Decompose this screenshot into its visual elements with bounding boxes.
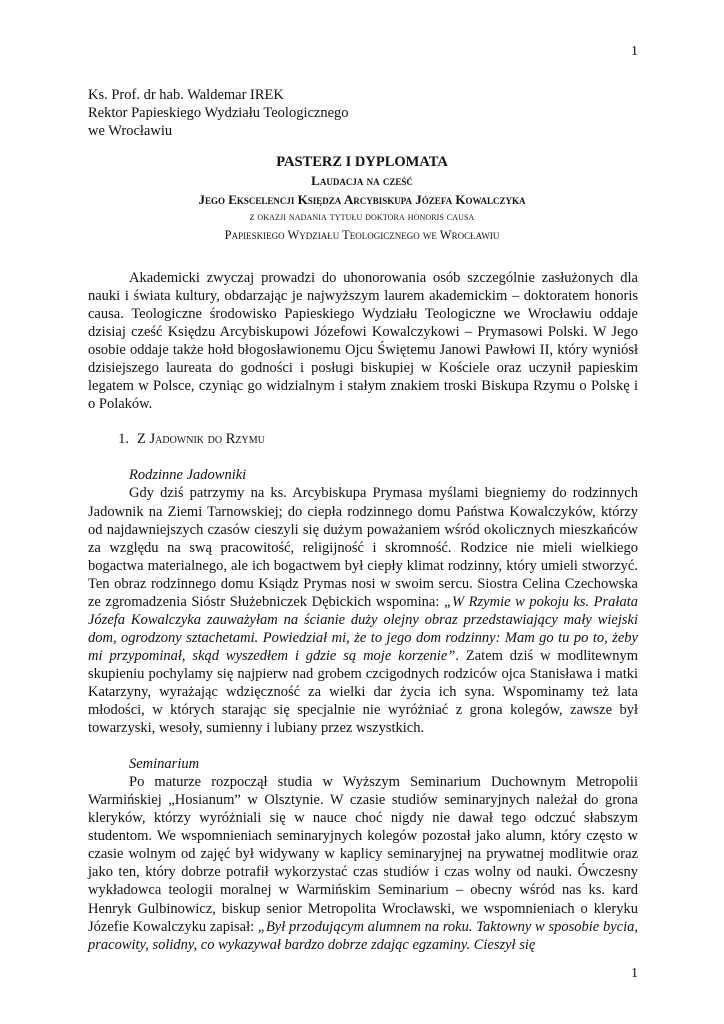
author-name: Ks. Prof. dr hab. Waldemar IREK: [88, 87, 284, 103]
subsection-heading-family: Rodzinne Jadowniki: [129, 467, 247, 484]
intro-paragraph: Akademicki zwyczaj prowadzi do uhonorowania osób szczególnie zasłużonych dla nauki i świata kultury, obdarzając je najwyższym laurem akademickim – doktoratem honoris causa. Teologiczne środowisko Papieskiego Wydziału Teologiczne we Wrocławiu oddaje dzisiaj cześć Księdzu Arcybiskupowi Józefowi Kowalczykowi – Prymasowi Polski. W Jego osobie oddaje także hołd błogosławionemu Ojcu Świętemu Janowi Pawłowi II, który wyniósł dzisiejszego laureata do godności i posługi biskupiej w Kościele oraz uczynił papieskim legatem w Polsce, czyniąc go widzialnym i stałym znakiem troski Biskupa Rzymu o Polskę i o Polaków.: [88, 270, 638, 413]
author-block: [88, 86, 349, 140]
page-number-top: 1: [631, 44, 638, 59]
subtitle-occasion: z okazji nadania tytułu doktora honoris causa: [249, 211, 475, 223]
section-title: Z Jadownik do Rzymu: [137, 431, 265, 448]
seminary-text: Po maturze rozpoczął studia w Wyższym Seminarium Duchownym Metropolii Warmińskiej „Hosianum” w Olsztynie. W czasie studiów seminaryjnych należał do grona kleryków, którzy wyróżniali się w nauce choć nigdy nie dawał tego odczuć słabszym studentom. We wspomnieniach seminaryjnych kolegów pozostał jako alumn, który często w czasie wolnym od zajęć był widywany w kaplicy seminaryjnej na prywatnej modlitwie oraz jako ten, który dobrze potrafił wykorzystać czas studiów i czas wolny od nauki. Ówczesny wykładowca teologii moralnej w Warmińskim Seminarium – obecny wśród nas ks. kard Henryk Gulbinowicz, biskup senior Metropolita Wrocławski, we wspomnieniach o kleryku Józefie Kowalczyku zapisał:: [88, 774, 638, 935]
paragraph-family: [88, 484, 638, 737]
document-body: [88, 269, 638, 954]
title-block: [88, 153, 636, 245]
page-number-bottom: 1: [631, 966, 638, 981]
subtitle-honoree: Jego Ekscelencji Księdza Arcybiskupa Józefa Kowalczyka: [198, 192, 526, 207]
subsection-heading-seminary: Seminarium: [129, 756, 200, 773]
seminary-quote: „Był przodującym alumnem na roku. Taktowny w sposobie bycia, pracowity, solidny, co wykazywał bardzo dobrze zdając egzaminy. Cieszył się: [88, 918, 638, 953]
family-text-end: . Zatem dziś w modlitewnym skupieniu pochylamy się najpierw nad grobem czcigodnych rodziców ojca Stanisława i matki Katarzyny, wyrażając wdzięczność za wielki dar życia ich syna. Wspominamy też lata młodości, w których starając się specjalnie nie wyróżniać z grona kolegów, zawsze był towarzyski, wesoły, sumienny i lubiany przez wszystkich.: [88, 647, 638, 737]
subtitle-laudation: Laudacja na cześć: [311, 173, 413, 188]
family-text-start: Gdy dziś patrzymy na ks. Arcybiskupa Prymasa myślami biegniemy do rodzinnych Jadownik na Ziemi Tarnowskiej; do ciepła rodzinnego domu Państwa Kowalczyków, którzy od najdawniejszych czasów cieszyli się dużym poważaniem wśród okolicznych mieszkańców za względu na swą pracowitość, religijność i skromność. Rodzice nie mieli wielkiego bogactwa materialnego, ale ich bogactwem był ciepły klimat rodzinny, który umieli stworzyć. Ten obraz rodzinnego domu Ksiądz Prymas nosi w swoim sercu. Siostra Celina Czechowska ze zgromadzenia Sióstr Służebniczek Dębickich wspomina:: [88, 485, 638, 610]
document-title: PASTERZ I DYPLOMATA: [276, 154, 448, 170]
section-number: 1.: [118, 431, 129, 448]
author-position: Rektor Papieskiego Wydziału Teologicznego: [88, 105, 349, 121]
family-quote: „W Rzymie w pokoju ks. Prałata Józefa Kowalczyka zauważyłam na ścianie duży olejny obraz przedstawiający mały wiejski dom, ogrodzony sztachetami. Powiedział mi, że to jego dom rodzinny: Mam go tu po to, żeby mi przypominał, skąd wyszedłem i gdzie są moje korzenie”: [88, 593, 638, 664]
section-heading: [88, 430, 638, 448]
author-location: we Wrocławiu: [88, 123, 173, 139]
paragraph-seminary: [88, 773, 638, 953]
subtitle-faculty: Papieskiego Wydziału Teologicznego we Wrocławiu: [224, 228, 500, 242]
